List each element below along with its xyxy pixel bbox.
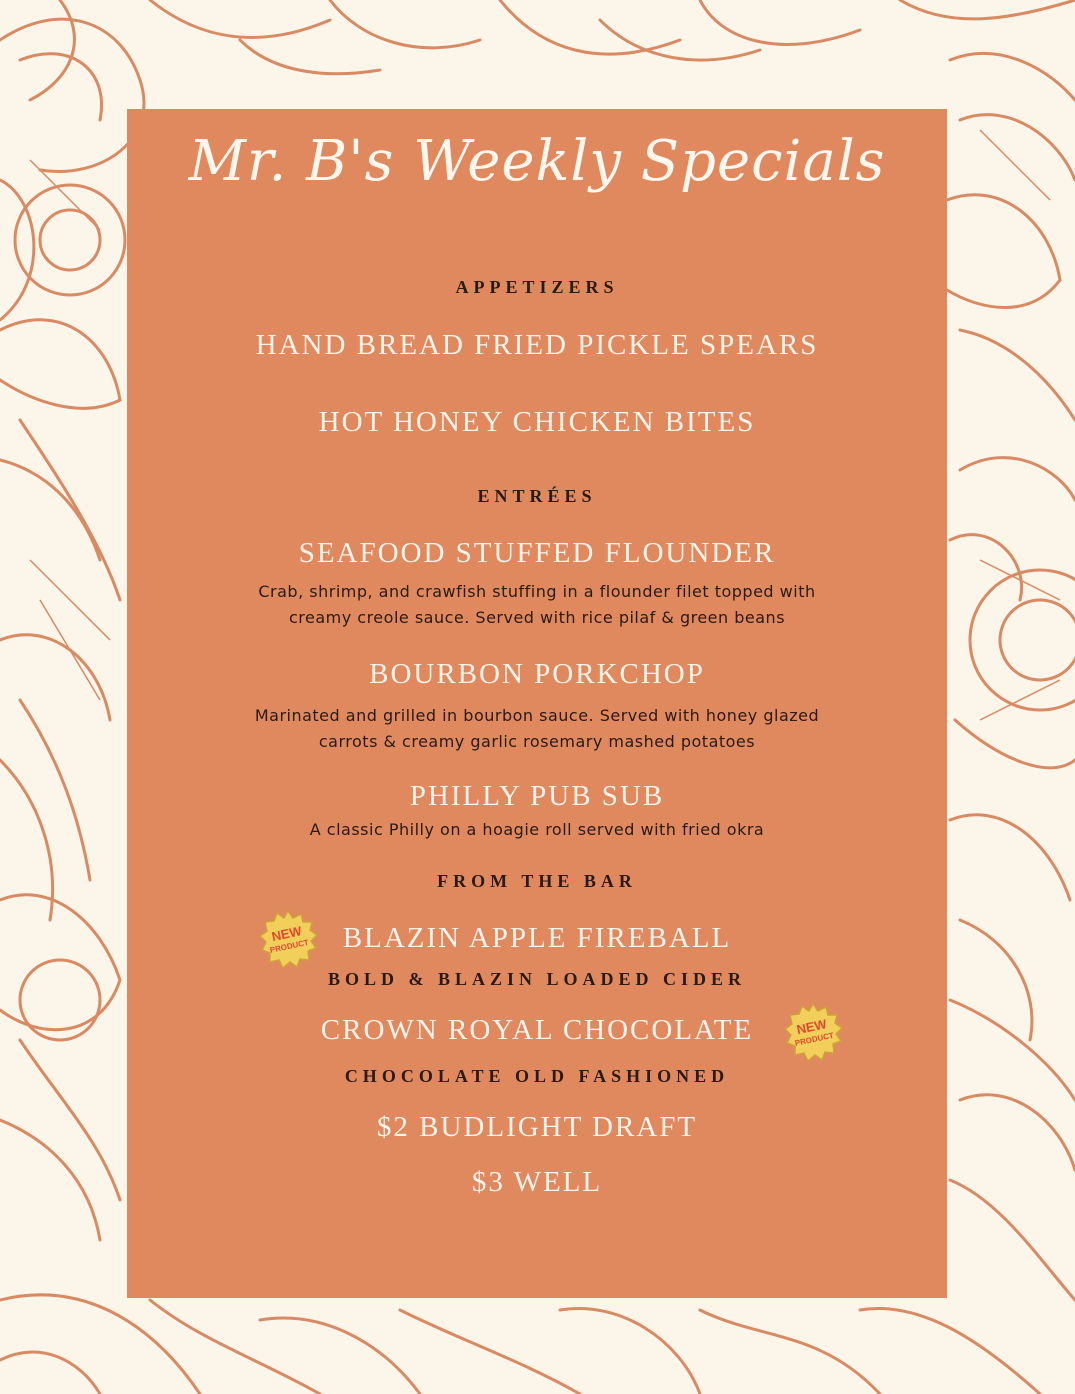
svg-text:PRODUCT: PRODUCT xyxy=(269,937,310,955)
svg-text:NEW: NEW xyxy=(270,923,304,945)
item-subtitle: BOLD & BLAZIN LOADED CIDER xyxy=(327,969,747,989)
item-description: Marinated and grilled in bourbon sauce. Served with honey glazed xyxy=(254,706,820,725)
section-appetizers-heading: APPETIZERS xyxy=(455,277,619,297)
menu-card xyxy=(127,109,947,1298)
item-description: A classic Philly on a hoagie roll served with fried okra xyxy=(309,820,765,839)
menu-title: Mr. B's Weekly Specials xyxy=(188,129,886,194)
menu-item: BLAZIN APPLE FIREBALL xyxy=(342,922,732,954)
menu-item: BOURBON PORKCHOP xyxy=(369,658,705,690)
menu-item: $2 BUDLIGHT DRAFT xyxy=(376,1111,698,1143)
menu-item: CROWN ROYAL CHOCOLATE xyxy=(320,1014,754,1046)
menu-item: HAND BREAD FRIED PICKLE SPEARS xyxy=(255,329,819,361)
section-entrees-heading: ENTRÉES xyxy=(477,486,597,506)
menu-item: HOT HONEY CHICKEN BITES xyxy=(318,406,756,438)
item-subtitle: CHOCOLATE OLD FASHIONED xyxy=(344,1066,730,1086)
svg-text:NEW: NEW xyxy=(795,1016,829,1038)
svg-text:PRODUCT: PRODUCT xyxy=(794,1030,835,1048)
item-description: creamy creole sauce. Served with rice pilaf & green beans xyxy=(288,608,786,627)
new-product-badge xyxy=(257,909,319,971)
item-description: carrots & creamy garlic rosemary mashed potatoes xyxy=(318,732,756,751)
section-bar-heading: FROM THE BAR xyxy=(437,871,637,891)
item-description: Crab, shrimp, and crawfish stuffing in a flounder filet topped with xyxy=(258,582,816,601)
menu-item: $3 WELL xyxy=(471,1166,603,1198)
menu-item: SEAFOOD STUFFED FLOUNDER xyxy=(298,537,776,569)
new-product-badge xyxy=(782,1002,844,1064)
menu-item: PHILLY PUB SUB xyxy=(409,780,665,812)
